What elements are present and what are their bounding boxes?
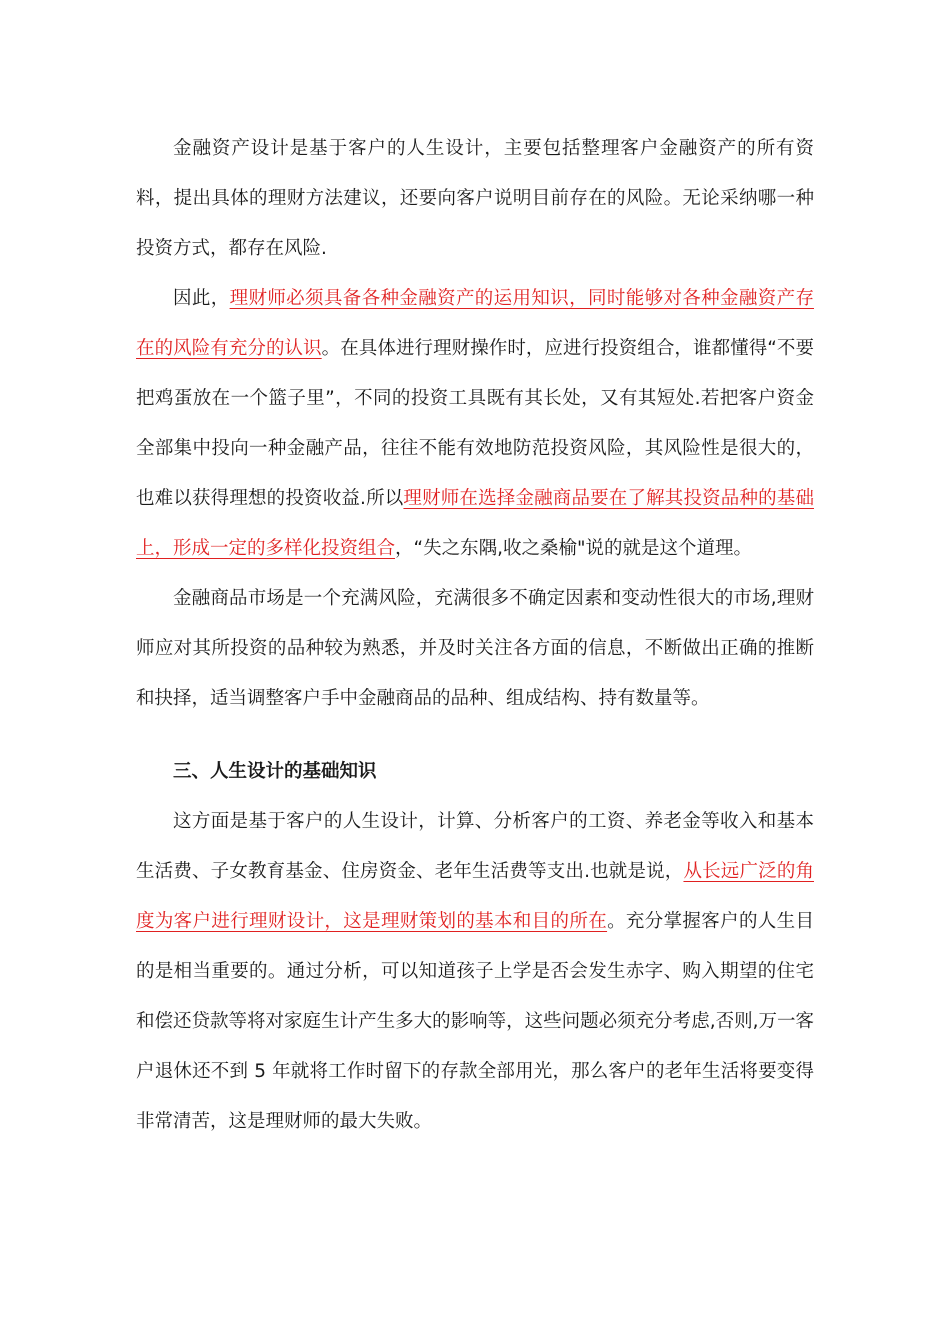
section-heading: 三、人生设计的基础知识 xyxy=(173,761,377,782)
highlighted-text: 从长远广泛的角度为客户进行理财设计，这是理财策划的基本和目的所在 xyxy=(136,861,814,932)
paragraph-text: 这方面是基于客户的人生设计，计算、分析客户的工资、养老金等收入和基本生活费、子女教育基金、住房资金、老年生活费等支出.也就是说， xyxy=(136,811,814,882)
paragraph-investment-portfolio xyxy=(136,274,814,574)
highlighted-text: 理财师在选择金融商品要在了解其投资品种的基础上，形成一定的多样化投资组合 xyxy=(136,488,814,559)
paragraph-text: 。充分掌握客户的人生目的是相当重要的。通过分析，可以知道孩子上学是否会发生赤字、购入期望的住宅和偿还贷款等将对家庭生计产生多大的影响等，这些问题必须充分考虑,否则,万一客户退休还不到 5 年就将工作时留下的存款全部用光，那么客户的老年生活将要变得非常清苦，这是理财师的最大失败。 xyxy=(136,911,814,1132)
paragraph-text: 因此， xyxy=(173,288,230,309)
paragraph-life-design xyxy=(136,797,814,1147)
document-body xyxy=(136,124,814,1147)
paragraph-market-risk xyxy=(136,574,814,724)
highlighted-text: 理财师必须具备各种金融资产的运用知识，同时能够对各种金融资产存在的风险有充分的认识 xyxy=(136,288,814,359)
paragraph-text: ，“失之东隅,收之桑榆"说的就是这个道理。 xyxy=(395,538,752,559)
paragraph-text: 。在具体进行理财操作时，应进行投资组合，谁都懂得“不要把鸡蛋放在一个篮子里”，不同的投资工具既有其长处，又有其短处.若把客户资金全部集中投向一种金融产品，往往不能有效地防范投资风险，其风险性是很大的，也难以获得理想的投资收益.所以 xyxy=(136,338,814,509)
paragraph-text: 金融资产设计是基于客户的人生设计，主要包括整理客户金融资产的所有资料，提出具体的理财方法建议，还要向客户说明目前存在的风险。无论采纳哪一种投资方式，都存在风险. xyxy=(136,138,814,259)
paragraph-financial-asset-design xyxy=(136,124,814,274)
paragraph-text: 金融商品市场是一个充满风险，充满很多不确定因素和变动性很大的市场,理财师应对其所投资的品种较为熟悉，并及时关注各方面的信息，不断做出正确的推断和抉择，适当调整客户手中金融商品的品种、组成结构、持有数量等。 xyxy=(136,588,814,709)
